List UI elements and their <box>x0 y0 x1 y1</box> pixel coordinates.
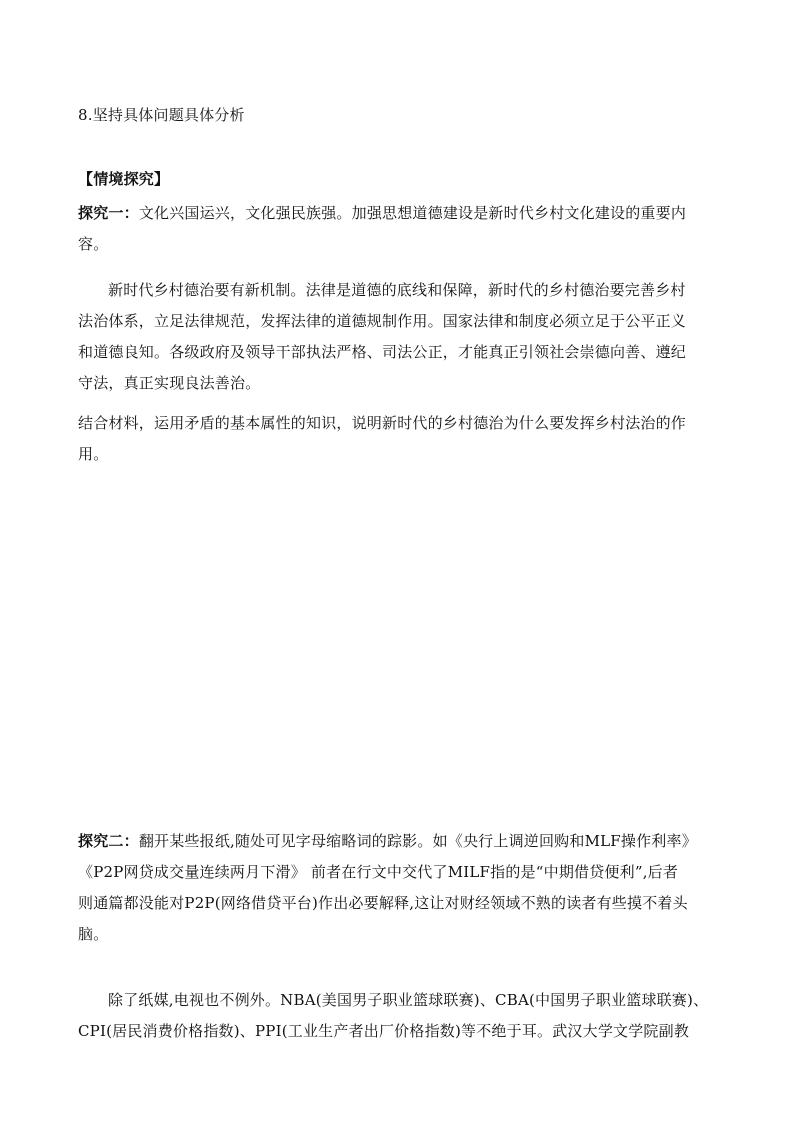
inquiry-one <box>78 198 718 260</box>
inquiry-one-line-1 <box>78 198 718 229</box>
material-paragraph-one <box>78 275 718 399</box>
inquiry-two-text-2: 《P2P网贷成交量连续两月下滑》 前者在行文中交代了MILF指的是“中期借贷便利”,后者 <box>78 863 679 881</box>
paragraph-one-line-4: 守法，真正实现良法善治。 <box>78 374 261 392</box>
inquiry-two-text-4: 脑。 <box>78 925 109 943</box>
task-prompt <box>78 408 718 470</box>
inquiry-two-label: 探究二： <box>78 832 139 850</box>
paragraph-one-line-2: 法治体系，立足法律规范，发挥法律的道德规制作用。国家法律和制度必须立足于公平正义 <box>78 312 687 330</box>
question-heading: 8.坚持具体问题具体分析 <box>78 106 245 124</box>
paragraph-two-line-2: CPI(居民消费价格指数)、PPI(工业生产者出厂价格指数)等不绝于耳。武汉大学文学院副教 <box>78 1022 690 1040</box>
inquiry-two-text-1: 翻开某些报纸,随处可见字母缩略词的踪影。如《央行上调逆回购和MLF操作利率》 <box>138 832 697 850</box>
material-paragraph-two <box>78 985 718 1047</box>
section-title: 【情境探究】 <box>78 170 170 188</box>
paragraph-one-line-3: 和道德良知。各级政府及领导干部执法严格、司法公正，才能真正引领社会崇德向善、遵纪 <box>78 343 687 361</box>
task-line-1: 结合材料，运用矛盾的基本属性的知识，说明新时代的乡村德治为什么要发挥乡村法治的作 <box>78 414 687 432</box>
inquiry-two-line-1 <box>78 826 718 857</box>
inquiry-two-text-3: 则通篇都没能对P2P(网络借贷平台)作出必要解释,这让对财经领域不熟的读者有些摸不着头 <box>78 894 688 912</box>
inquiry-two <box>78 826 718 950</box>
paragraph-one-line-1: 新时代乡村德治要有新机制。法律是道德的底线和保障，新时代的乡村德治要完善乡村 <box>108 281 686 299</box>
inquiry-one-label: 探究一： <box>78 204 139 222</box>
task-line-2: 用。 <box>78 445 109 463</box>
paragraph-two-line-1: 除了纸媒,电视也不例外。NBA(美国男子职业篮球联赛)、CBA(中国男子职业篮球联赛)、 <box>108 991 709 1009</box>
inquiry-one-text-2: 容。 <box>78 235 109 253</box>
inquiry-one-text-1: 文化兴国运兴，文化强民族强。加强思想道德建设是新时代乡村文化建设的重要内 <box>138 204 687 222</box>
